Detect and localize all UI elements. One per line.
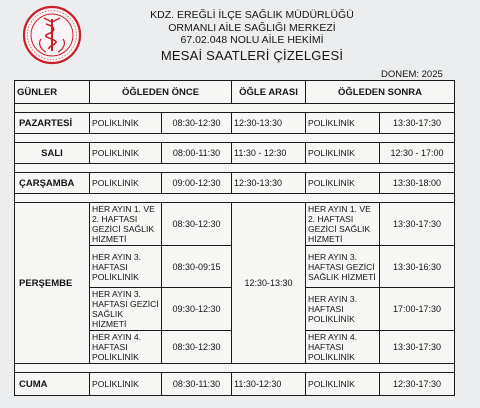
am-place-cell: POLİKLİNİK: [90, 143, 162, 164]
pm-place-cell: POLİKLİNİK: [306, 143, 380, 164]
spacer-row: [15, 104, 455, 113]
spacer-row: [15, 134, 455, 143]
am-place-cell: POLİKLİNİK: [90, 373, 162, 396]
pm-time-cell: 13:30-18:00: [380, 173, 455, 194]
header-line-1: KDZ. EREĞLİ İLÇE SAĞLIK MÜDÜRLÜĞÜ: [150, 9, 354, 21]
pm-time-cell: 13:30-17:30: [380, 203, 455, 246]
period-label: DONEM: 2025: [381, 69, 443, 80]
pm-place-cell: HER AYIN 3. HAFTASI POLİKLİNİK: [306, 288, 380, 331]
document-title: MESAİ SAATLERİ ÇİZELGESİ: [160, 47, 344, 63]
am-place-cell: HER AYIN 3. HAFTASI POLİKLİNİK: [90, 246, 162, 288]
spacer-row: [15, 364, 455, 373]
am-time-cell: 08:30-12:30: [162, 203, 232, 246]
pm-time-cell: 12:30-17:30: [380, 373, 455, 396]
pm-place-cell: POLİKLİNİK: [306, 373, 380, 396]
day-cell: PAZARTESİ: [15, 113, 90, 134]
am-place-cell: HER AYIN 3. HAFTASI GEZİCİ SAĞLIK HİZMETİ: [90, 288, 162, 331]
am-place-cell: HER AYIN 4. HAFTASI POLİKLİNİK: [90, 331, 162, 364]
schedule-table: [14, 80, 455, 396]
am-place-cell: POLİKLİNİK: [90, 173, 162, 194]
am-time-cell: 09:30-12:30: [162, 288, 232, 331]
pm-place-cell: POLİKLİNİK: [306, 173, 380, 194]
pm-place-cell: POLİKLİNİK: [306, 113, 380, 134]
spacer-row: [15, 164, 455, 173]
am-time-cell: 08:30-11:30: [162, 373, 232, 396]
health-ministry-logo-icon: [22, 5, 82, 65]
document-header: [96, 9, 408, 62]
header-line-2: ORMANLI AİLE SAĞLIĞI MERKEZİ: [168, 21, 336, 34]
pm-time-cell: 13:30-17:30: [380, 113, 455, 134]
am-time-cell: 08:30-09:15: [162, 246, 232, 288]
table-row-pazartesi: [15, 113, 455, 134]
lunch-cell: 11:30 - 12:30: [232, 143, 306, 164]
am-place-cell: HER AYIN 1. VE 2. HAFTASI GEZİCİ SAĞLIK HİZMETİ: [90, 203, 162, 246]
table-row-persembe-1: [15, 203, 455, 246]
header-line-3: 67.02.048 NOLU AİLE HEKİMİ: [180, 34, 324, 46]
pm-time-cell: 13:30-16:30: [380, 246, 455, 288]
lunch-cell: 12:30-13:30: [232, 173, 306, 194]
am-time-cell: 08:30-12:30: [162, 113, 232, 134]
day-cell: PERŞEMBE: [15, 203, 90, 364]
table-row-sali: [15, 143, 455, 164]
pm-time-cell: 17:00-17:30: [380, 288, 455, 331]
col-afternoon-header: ÖĞLEDEN SONRA: [306, 81, 455, 104]
spacer-row: [15, 194, 455, 203]
day-cell: ÇARŞAMBA: [15, 173, 90, 194]
lunch-cell: 11:30-12:30: [232, 373, 306, 396]
am-time-cell: 08:00-11:30: [162, 143, 232, 164]
col-morning-header: ÖĞLEDEN ÖNCE: [90, 81, 232, 104]
lunch-cell: 12:30-13:30: [232, 113, 306, 134]
pm-place-cell: HER AYIN 1. VE 2. HAFTASI GEZİCİ SAĞLIK HİZMETİ: [306, 203, 380, 246]
am-time-cell: 08:30-12:30: [162, 331, 232, 364]
col-days-header: GÜNLER: [15, 81, 90, 104]
table-header-row: [15, 81, 455, 104]
day-cell: CUMA: [15, 373, 90, 396]
pm-time-cell: 13:30-17:30: [380, 331, 455, 364]
lunch-cell: 12:30-13:30: [232, 203, 306, 364]
table-row-carsamba: [15, 173, 455, 194]
pm-time-cell: 12:30 - 17:00: [380, 143, 455, 164]
am-time-cell: 09:00-12:30: [162, 173, 232, 194]
pm-place-cell: HER AYIN 4. HAFTASI POLİKLİNİK: [306, 331, 380, 364]
pm-place-cell: HER AYIN 3. HAFTASI GEZİCİ SAĞLIK HİZMETİ: [306, 246, 380, 288]
am-place-cell: POLİKLİNİK: [90, 113, 162, 134]
day-cell: SALI: [15, 143, 90, 164]
table-row-cuma: [15, 373, 455, 396]
col-lunch-header: ÖĞLE ARASI: [232, 81, 306, 104]
